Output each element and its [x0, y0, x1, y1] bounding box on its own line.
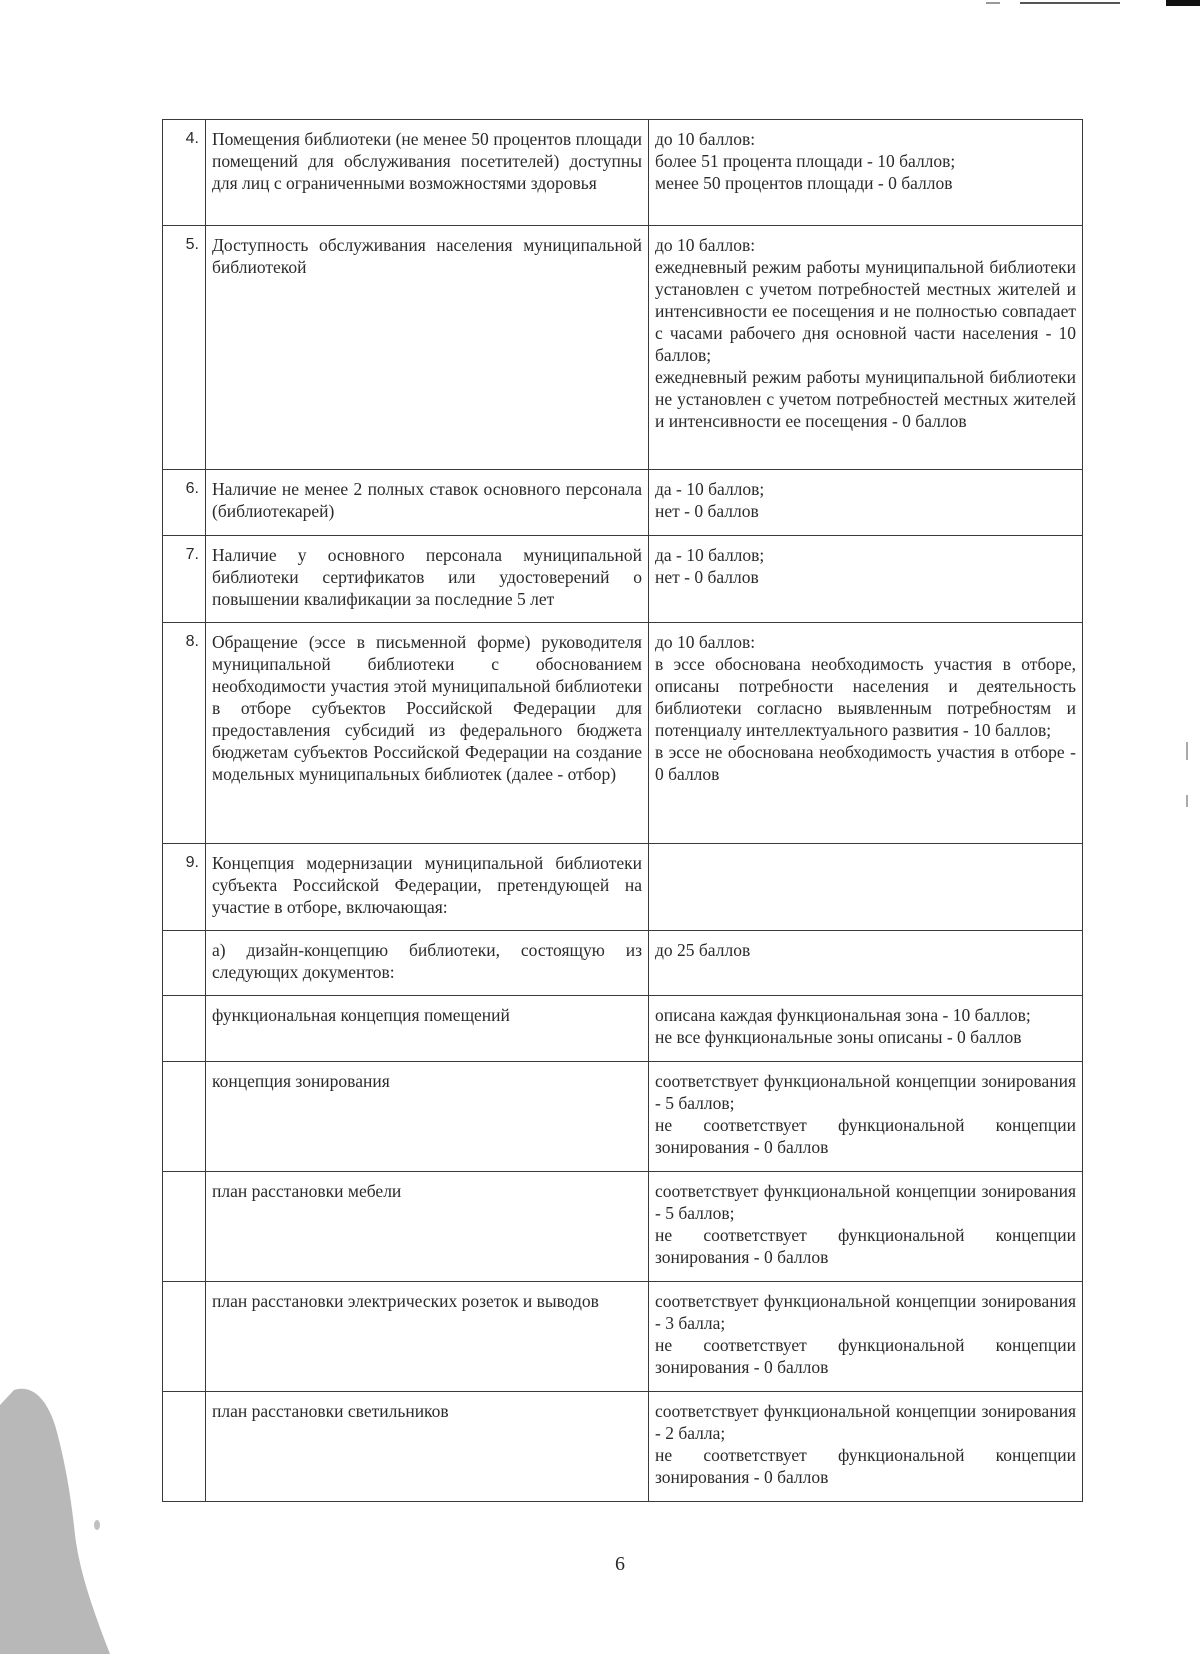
- table-row: [163, 844, 1083, 931]
- score-line: ежедневный режим работы муниципальной библиотеки не установлен с учетом потребностей местных жителей и интенсивности ее посещения - 0 баллов: [655, 367, 1076, 431]
- table-row: [163, 1282, 1083, 1392]
- score-line: описана каждая функциональная зона - 10 баллов;: [655, 1005, 1031, 1025]
- row-number: [163, 1172, 206, 1282]
- score-line: до 25 баллов: [655, 940, 751, 960]
- criterion-cell: Концепция модернизации муниципальной библиотеки субъекта Российской Федерации, претендующей на участие в отборе, включающая:: [206, 844, 649, 931]
- score-line: не все функциональные зоны описаны - 0 баллов: [655, 1027, 1022, 1047]
- scan-shadow-artifact: [0, 1385, 110, 1654]
- score-line: в эссе не обоснована необходимость участия в отборе - 0 баллов: [655, 742, 1076, 784]
- score-line: менее 50 процентов площади - 0 баллов: [655, 173, 953, 193]
- criterion-cell: а) дизайн-концепцию библиотеки, состоящую из следующих документов:: [206, 931, 649, 996]
- score-line: нет - 0 баллов: [655, 567, 759, 587]
- row-number: [163, 931, 206, 996]
- table-row: [163, 1062, 1083, 1172]
- score-line: соответствует функциональной концепции зонирования - 5 баллов;: [655, 1181, 1076, 1223]
- score-line: соответствует функциональной концепции зонирования - 5 баллов;: [655, 1071, 1076, 1113]
- score-line: до 10 баллов:: [655, 235, 756, 255]
- table-row: [163, 536, 1083, 623]
- criteria-table-body: [163, 120, 1083, 1502]
- score-cell: [649, 470, 1083, 536]
- score-line: не соответствует функциональной концепции зонирования - 0 баллов: [655, 1335, 1076, 1377]
- row-number: 8.: [163, 623, 206, 844]
- criterion-cell: Наличие у основного персонала муниципальной библиотеки сертификатов или удостоверений о повышении квалификации за последние 5 лет: [206, 536, 649, 623]
- row-number: 9.: [163, 844, 206, 931]
- table-row: [163, 470, 1083, 536]
- score-cell: [649, 536, 1083, 623]
- scan-edge-mark: [1186, 795, 1188, 807]
- score-line: не соответствует функциональной концепции зонирования - 0 баллов: [655, 1115, 1076, 1157]
- score-cell: [649, 931, 1083, 996]
- table-row: [163, 996, 1083, 1062]
- score-line: до 10 баллов:: [655, 632, 756, 652]
- criterion-cell: концепция зонирования: [206, 1062, 649, 1172]
- criterion-cell: план расстановки светильников: [206, 1392, 649, 1502]
- criterion-cell: Обращение (эссе в письменной форме) руководителя муниципальной библиотеки с обоснованием необходимости участия этой муниципальной библиотеки в отборе субъектов Российской Федерации для предоставления субсидий из федерального бюджета бюджетам субъектов Российской Федерации на создание модельных муниципальных библиотек (далее - отбор): [206, 623, 649, 844]
- criterion-cell: план расстановки мебели: [206, 1172, 649, 1282]
- criteria-table: [162, 119, 1083, 1502]
- score-line: соответствует функциональной концепции зонирования - 3 балла;: [655, 1291, 1076, 1333]
- criterion-cell: Доступность обслуживания населения муниципальной библиотекой: [206, 226, 649, 470]
- score-line: ежедневный режим работы муниципальной библиотеки установлен с учетом потребностей местных жителей и интенсивности ее посещения и не полностью совпадает с часами рабочего дня основной части населения - 10 баллов;: [655, 257, 1076, 365]
- score-cell: [649, 844, 1083, 931]
- score-cell: [649, 1062, 1083, 1172]
- row-number: [163, 1392, 206, 1502]
- score-line: до 10 баллов:: [655, 129, 756, 149]
- row-number: 7.: [163, 536, 206, 623]
- scan-edge-mark: [1186, 742, 1188, 760]
- score-line: не соответствует функциональной концепции зонирования - 0 баллов: [655, 1445, 1076, 1487]
- criterion-cell: функциональная концепция помещений: [206, 996, 649, 1062]
- score-cell: [649, 1172, 1083, 1282]
- table-row: [163, 1172, 1083, 1282]
- criterion-cell: план расстановки электрических розеток и выводов: [206, 1282, 649, 1392]
- scan-edge-marks: [960, 0, 1200, 8]
- table-row: [163, 931, 1083, 996]
- score-cell: [649, 120, 1083, 226]
- row-number: 6.: [163, 470, 206, 536]
- score-line: не соответствует функциональной концепции зонирования - 0 баллов: [655, 1225, 1076, 1267]
- row-number: [163, 1282, 206, 1392]
- score-cell: [649, 226, 1083, 470]
- table-row: [163, 120, 1083, 226]
- score-cell: [649, 1282, 1083, 1392]
- row-number: [163, 996, 206, 1062]
- score-line: в эссе обоснована необходимость участия в отборе, описаны потребности населения и деятельность библиотеки согласно выявленным потребностям и потенциалу интеллектуального развития - 10 баллов;: [655, 654, 1076, 740]
- score-cell: [649, 623, 1083, 844]
- score-line: да - 10 баллов;: [655, 545, 765, 565]
- score-line: более 51 процента площади - 10 баллов;: [655, 151, 956, 171]
- page-number: 6: [615, 1553, 625, 1575]
- row-number: [163, 1062, 206, 1172]
- score-line: соответствует функциональной концепции зонирования - 2 балла;: [655, 1401, 1076, 1443]
- table-row: [163, 623, 1083, 844]
- criterion-cell: Помещения библиотеки (не менее 50 процентов площади помещений для обслуживания посетителей) доступны для лиц с ограниченными возможностями здоровья: [206, 120, 649, 226]
- score-cell: [649, 996, 1083, 1062]
- criterion-cell: Наличие не менее 2 полных ставок основного персонала (библиотекарей): [206, 470, 649, 536]
- table-row: [163, 1392, 1083, 1502]
- row-number: 5.: [163, 226, 206, 470]
- row-number: 4.: [163, 120, 206, 226]
- table-row: [163, 226, 1083, 470]
- score-cell: [649, 1392, 1083, 1502]
- score-line: да - 10 баллов;: [655, 479, 765, 499]
- score-line: нет - 0 баллов: [655, 501, 759, 521]
